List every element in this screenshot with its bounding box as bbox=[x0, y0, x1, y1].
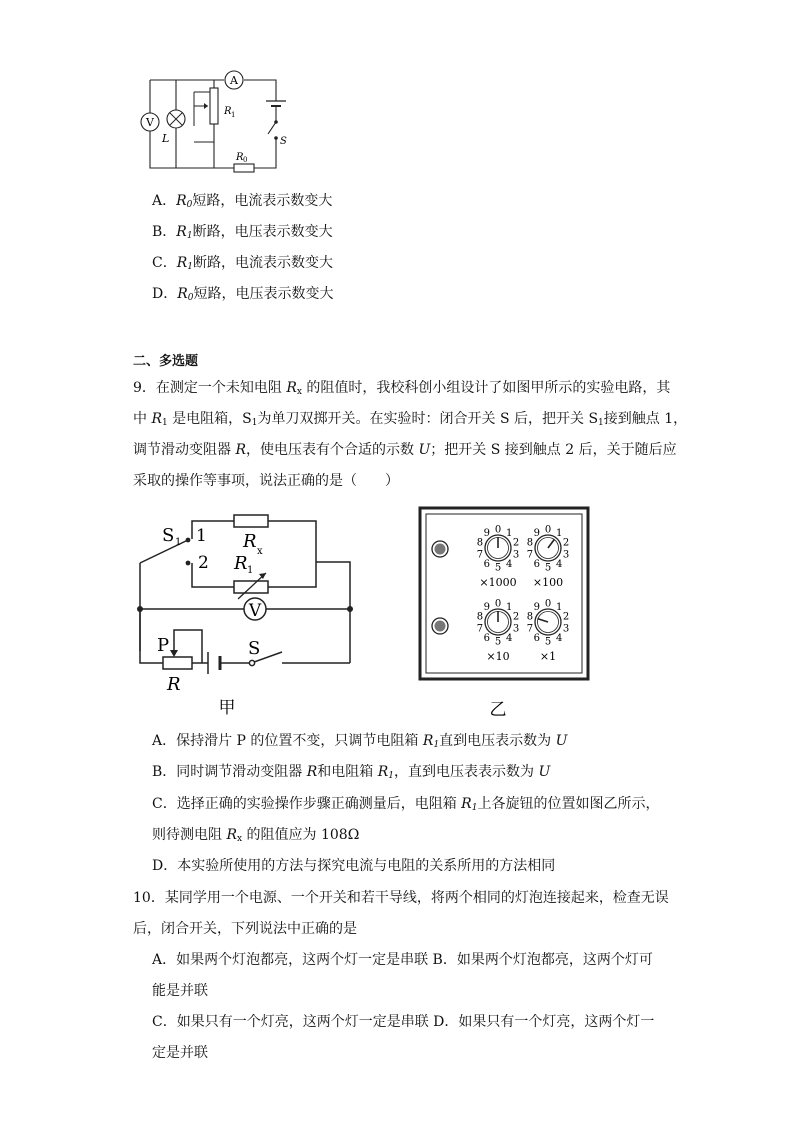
dial-digit: 1 bbox=[556, 528, 563, 540]
svg-text:V: V bbox=[146, 116, 154, 129]
svg-text:A: A bbox=[230, 74, 238, 87]
dial-digit: 2 bbox=[562, 537, 570, 549]
dial-digit: 4 bbox=[506, 632, 513, 644]
dial-digit: 0 bbox=[544, 598, 552, 610]
q10-options-cd-line-2: 定是并联 bbox=[152, 1045, 208, 1061]
dial-digit: 1 bbox=[506, 602, 513, 614]
dial-digit: 3 bbox=[562, 549, 570, 561]
dial-digit: 4 bbox=[506, 558, 513, 570]
q9-stem-line-4: 采取的操作等事项，说法正确的是（ ） bbox=[133, 473, 399, 489]
svg-text:0: 0 bbox=[243, 156, 248, 164]
q10-options-cd-line-1[interactable]: C．如果只有一个灯亮，这两个灯一定是串联 D．如果只有一个灯亮，这两个灯一 bbox=[152, 1014, 655, 1030]
terminal-top bbox=[432, 541, 448, 557]
rheostat-symbol bbox=[194, 88, 235, 126]
dial-digit: 5 bbox=[494, 636, 502, 648]
figure-jia-circuit bbox=[130, 505, 370, 720]
dial-digit: 3 bbox=[512, 623, 520, 635]
q9-option-d[interactable]: D．本实验所使用的方法与探究电流与电阻的关系所用的方法相同 bbox=[152, 858, 556, 874]
dial-digit: 9 bbox=[533, 528, 540, 540]
svg-text:1: 1 bbox=[247, 565, 254, 576]
dial-digit: 1 bbox=[506, 528, 513, 540]
label-contact-1: 1 bbox=[196, 526, 207, 546]
q10-stem-line-1: 10．某同学用一个电源、一个开关和若干导线，将两个相同的灯泡连接起来，检查无误 bbox=[133, 890, 669, 906]
dial-digit: 0 bbox=[544, 524, 552, 536]
dial-multiplier: ×1 bbox=[539, 650, 557, 663]
rheostat-r bbox=[163, 657, 192, 669]
dial-digit: 0 bbox=[494, 598, 502, 610]
dial-digit: 7 bbox=[476, 549, 484, 561]
q9-option-b[interactable]: B．同时调节滑动变阻器 R和电阻箱 $R_1$，直到电压表表示数为 U bbox=[152, 764, 551, 781]
section-title: 二、多选题 bbox=[133, 354, 199, 369]
dial-digit: 6 bbox=[533, 632, 540, 644]
q9-option-c-cont: 则待测电阻 $R_x$ 的阻值应为 108Ω bbox=[152, 827, 360, 844]
q9-stem-line-2: 中 $R_1$ 是电阻箱，$S_1$为单刀双掷开关。在实验时：闭合开关 S 后，把开关 $S_1$接到触点 1， bbox=[133, 411, 688, 428]
q10-options-ab-line-2: 能是并联 bbox=[152, 983, 208, 999]
q10-stem-line-2: 后，闭合开关，下列说法中正确的是 bbox=[133, 921, 357, 937]
dial-digit: 2 bbox=[512, 537, 520, 549]
dial-digit: 6 bbox=[533, 558, 540, 570]
dial-digit: 5 bbox=[494, 562, 502, 574]
dial-digit: 9 bbox=[483, 528, 490, 540]
dial-digit: 6 bbox=[483, 632, 490, 644]
terminal-bottom bbox=[432, 618, 448, 634]
figure-yi-resistance-box bbox=[415, 505, 595, 720]
resistor-r0-symbol bbox=[234, 152, 254, 172]
dial-digit: 8 bbox=[526, 611, 534, 623]
q9-stem-line-1: 9．在测定一个未知电阻 $R_x$ 的阻值时，我校科创小组设计了如图甲所示的实验电路，其 bbox=[133, 380, 671, 397]
top-circuit-diagram bbox=[130, 66, 300, 176]
q9-option-a[interactable]: A．保持滑片 P 的位置不变，只调节电阻箱 $R_1$直到电压表示数为 U bbox=[152, 733, 568, 750]
dial-digit: 2 bbox=[512, 611, 520, 623]
dial-multiplier: ×1000 bbox=[479, 576, 517, 589]
svg-text:S: S bbox=[248, 638, 261, 659]
dial-digit: 3 bbox=[512, 549, 520, 561]
dial-digit: 2 bbox=[562, 611, 570, 623]
q10-options-ab-line-1[interactable]: A．如果两个灯泡都亮，这两个灯一定是串联 B．如果两个灯泡都亮，这两个灯可 bbox=[152, 952, 653, 968]
q9-option-c[interactable]: C．选择正确的实验操作步骤正确测量后，电阻箱 $R_1$上各旋钮的位置如图乙所示， bbox=[152, 796, 660, 813]
svg-text:R: R bbox=[236, 152, 244, 163]
dial-digit: 3 bbox=[562, 623, 570, 635]
svg-text:R: R bbox=[224, 106, 232, 117]
dial-digit: 4 bbox=[556, 558, 563, 570]
dial-digit: 7 bbox=[476, 623, 484, 635]
q9-stem-line-3: 调节滑动变阻器 R，使电压表有个合适的示数 U；把开关 S 接到触点 2 后，关于随后应 bbox=[133, 442, 677, 458]
q8-option-a[interactable]: A．$R_0$短路，电流表示数变大 bbox=[152, 193, 333, 210]
dial-digit: 6 bbox=[483, 558, 490, 570]
q8-option-d[interactable]: D．$R_0$短路，电压表示数变大 bbox=[152, 286, 334, 303]
svg-text:x: x bbox=[257, 546, 263, 557]
dial-multiplier: ×100 bbox=[532, 576, 564, 589]
label-s1: S bbox=[162, 525, 175, 546]
resistor-rx bbox=[234, 515, 268, 527]
svg-text:S: S bbox=[280, 136, 287, 147]
dial-digit: 0 bbox=[494, 524, 502, 536]
q8-option-c[interactable]: C．$R_1$断路，电流表示数变大 bbox=[152, 255, 333, 272]
lamp-symbol bbox=[161, 110, 185, 145]
battery-symbol bbox=[266, 101, 286, 106]
dial-digit: 9 bbox=[483, 602, 490, 614]
svg-text:V: V bbox=[248, 601, 262, 621]
dial-multiplier: ×10 bbox=[486, 650, 510, 663]
label-s1-sub: 1 bbox=[175, 537, 182, 548]
dial-digit: 7 bbox=[526, 549, 534, 561]
dial-digit: 8 bbox=[476, 611, 484, 623]
caption-jia: 甲 bbox=[218, 698, 236, 718]
dial-digit: 8 bbox=[476, 537, 484, 549]
dial-digit: 5 bbox=[544, 636, 552, 648]
svg-text:1: 1 bbox=[231, 111, 236, 119]
label-contact-2: 2 bbox=[198, 553, 209, 573]
dial-digit: 7 bbox=[526, 623, 534, 635]
svg-text:R: R bbox=[234, 553, 248, 574]
svg-text:L: L bbox=[162, 132, 170, 145]
ammeter-symbol bbox=[225, 71, 243, 89]
svg-text:R: R bbox=[167, 674, 181, 695]
dial-digit: 4 bbox=[556, 632, 563, 644]
caption-yi: 乙 bbox=[489, 700, 507, 720]
q8-option-b[interactable]: B．$R_1$断路，电压表示数变大 bbox=[152, 224, 333, 241]
voltmeter-symbol bbox=[141, 113, 159, 131]
dial-digit: 8 bbox=[526, 537, 534, 549]
svg-text:P: P bbox=[157, 635, 170, 656]
dial-digit: 1 bbox=[556, 602, 563, 614]
dial-digit: 9 bbox=[533, 602, 540, 614]
svg-text:R: R bbox=[243, 531, 257, 552]
dial-digit: 5 bbox=[544, 562, 552, 574]
